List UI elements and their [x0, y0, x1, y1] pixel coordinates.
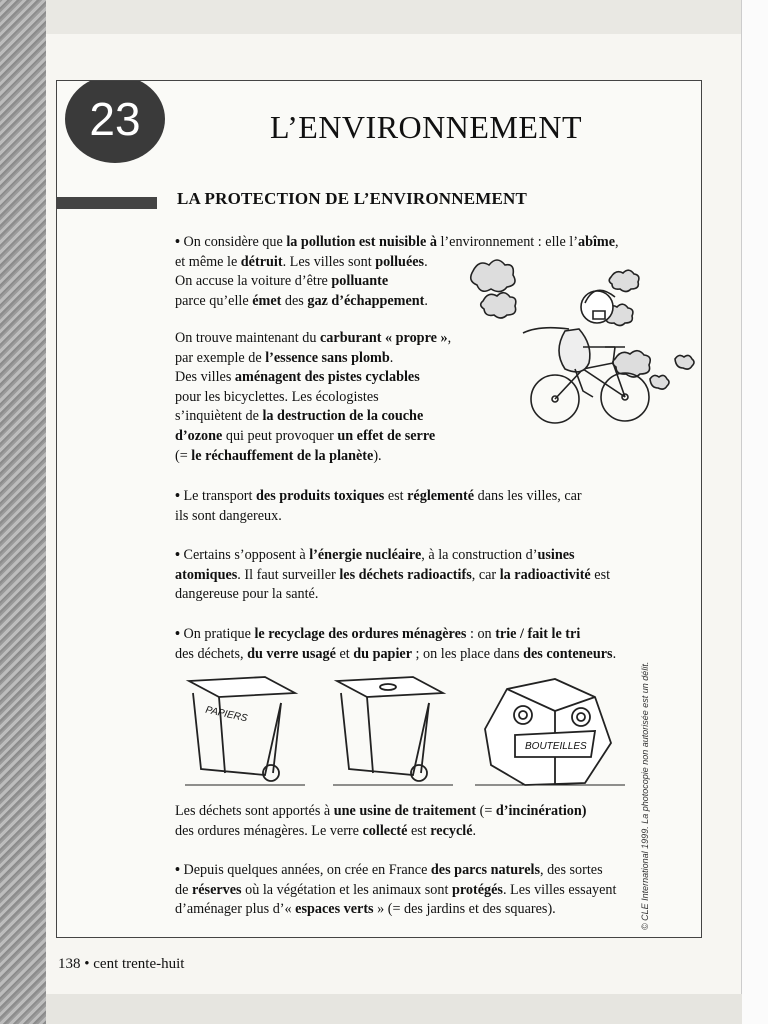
bullet-point: • [175, 547, 184, 563]
bold-term: d’incinération) [495, 803, 587, 819]
bold-term: l’énergie nucléaire [309, 547, 422, 563]
bullet-point: • [175, 488, 184, 504]
bold-term: réglementé [407, 488, 475, 504]
paragraph-carburant: On trouve maintenant du carburant « propre », par exemple de l’essence sans plomb. Des villes aménagent des pistes cyclables pour les bicyclettes. Les écologistes s’inquiètent de la destruction de la couche d’ozone qui peut provoquer un effet de serre (= le réchauffement de la planète). [175, 330, 452, 464]
bold-term: émet [252, 292, 282, 309]
bold-term: polluées [375, 253, 425, 270]
cyclist-illustration [465, 251, 695, 431]
bold-term: une usine de traitement [333, 803, 477, 819]
bottle-bank-label: BOUTEILLES [525, 741, 587, 752]
bullet-point: • [175, 626, 184, 642]
paragraph-produits-toxiques: • Le transport des produits toxiques est réglementé dans les villes, car ils sont dangereux. [175, 488, 582, 524]
bold-term: espaces verts [295, 901, 374, 918]
bold-term: le réchauffement de la planète [191, 447, 374, 464]
bold-term: des parcs naturels [430, 862, 540, 878]
bold-term: aménagent des pistes cyclables [234, 369, 420, 386]
copyright-notice: © CLE International 1999. La photocopie non autorisée est un délit. [640, 661, 650, 930]
bold-term: le recyclage des ordures ménagères [254, 626, 467, 642]
bold-term: atomiques [175, 566, 238, 583]
bold-term: l’essence sans plomb [265, 349, 390, 366]
bold-term: protégés [451, 881, 503, 898]
paragraph-pollution: • On considère que la pollution est nuisible à l’environnement : elle l’abîme, et même le détruit. Les villes sont polluées. On accuse la voiture d’être polluante parce qu’elle émet des gaz d’échappement. [175, 234, 619, 309]
paragraph-usine-traitement: Les déchets sont apportés à une usine de traitement (= d’incinération) des ordures ménagères. Le verre collecté est recyclé. [175, 803, 587, 839]
bold-term: abîme [577, 234, 616, 250]
bold-term: d’ozone [175, 427, 223, 444]
recycling-containers-illustration [185, 673, 645, 791]
section-title: LA PROTECTION DE L’ENVIRONNEMENT [177, 189, 528, 208]
bold-term: collecté [362, 822, 408, 839]
bold-term: polluante [331, 273, 389, 290]
scan-left-edge [0, 0, 46, 1024]
bold-term: les déchets radioactifs [339, 566, 472, 583]
bold-term: la radioactivité [499, 566, 591, 583]
paragraph-recyclage: • On pratique le recyclage des ordures ménagères : on trie / fait le tri des déchets, du verre usagé et du papier ; on les place dans des conteneurs. [175, 626, 617, 662]
lesson-frame [56, 80, 702, 938]
bold-term: des produits toxiques [256, 488, 385, 504]
bold-term: la pollution est nuisible à [286, 234, 437, 250]
bold-term: un effet de serre [337, 427, 436, 444]
bullet-point: • [175, 234, 184, 250]
bin-label-papiers: PAPIERS [204, 704, 249, 725]
bold-term: des conteneurs [523, 645, 613, 662]
paragraph-parcs-naturels: • Depuis quelques années, on crée en France des parcs naturels, des sortes de réserves où la végétation et les animaux sont protégés. Les villes essayent d’aménager plus d’« espaces verts » (= des jardins et des squares). [175, 862, 617, 918]
bold-term: réserves [191, 881, 242, 898]
section-bar-decoration [57, 197, 157, 209]
chapter-title: L’ENVIRONNEMENT [270, 109, 583, 145]
bold-term: carburant « propre » [320, 330, 448, 346]
paragraph-nucleaire: • Certains s’opposent à l’énergie nucléaire, à la construction d’usines atomiques. Il faut surveiller les déchets radioactifs, car la radioactivité est dangereuse pour la santé. [175, 547, 611, 603]
bullet-point: • [175, 862, 184, 878]
bold-term: gaz d’échappement [307, 292, 425, 309]
bold-term: usines [537, 547, 575, 563]
bold-term: détruit [240, 253, 283, 270]
scan-top-margin [46, 0, 742, 34]
scan-bottom-margin [46, 994, 742, 1024]
bold-term: du papier [353, 645, 412, 662]
scan-right-edge [741, 0, 768, 1024]
bold-term: recyclé [430, 822, 473, 839]
bold-term: du verre usagé [247, 645, 336, 662]
bold-term: la destruction de la couche [262, 408, 424, 425]
lesson-number-badge: 23 [65, 80, 165, 163]
bold-term: trie / fait le tri [495, 626, 581, 642]
page-footer: 138 • cent trente-huit [58, 956, 185, 972]
